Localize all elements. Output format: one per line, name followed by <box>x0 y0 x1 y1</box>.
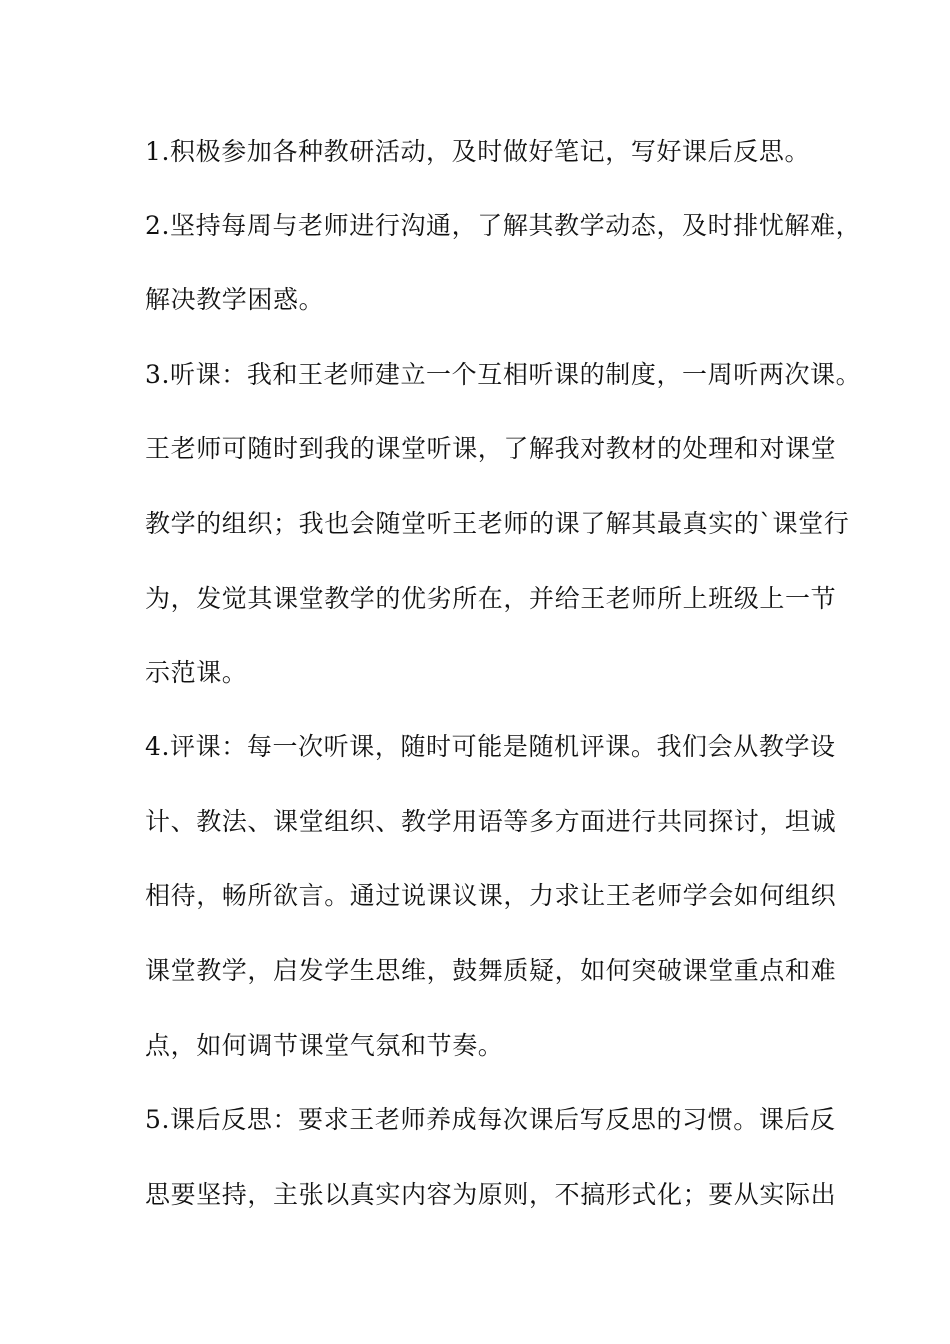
text-line: 王老师可随时到我的课堂听课，了解我对教材的处理和对课堂 <box>145 434 837 463</box>
text-line: 4.评课：每一次听课，随时可能是随机评课。我们会从教学设 <box>145 732 836 761</box>
text-line: 为，发觉其课堂教学的优劣所在，并给王老师所上班级上一节 <box>145 584 837 613</box>
text-line: 示范课。 <box>145 658 248 687</box>
text-line: 3.听课：我和王老师建立一个互相听课的制度，一周听两次课。 <box>145 360 862 389</box>
text-line: 1.积极参加各种教研活动，及时做好笔记，写好课后反思。 <box>145 137 811 166</box>
text-line: 思要坚持，主张以真实内容为原则，不搞形式化；要从实际出 <box>145 1180 837 1209</box>
text-line: 5.课后反思：要求王老师养成每次课后写反思的习惯。课后反 <box>145 1105 836 1134</box>
text-line: 相待，畅所欲言。通过说课议课，力求让王老师学会如何组织 <box>145 881 837 910</box>
text-line: 点，如何调节课堂气氛和节奏。 <box>145 1031 504 1060</box>
text-line: 解决教学困惑。 <box>145 285 325 314</box>
text-line: 计、教法、课堂组织、教学用语等多方面进行共同探讨，坦诚 <box>145 807 837 836</box>
text-line: 课堂教学，启发学生思维，鼓舞质疑，如何突破课堂重点和难 <box>145 956 837 985</box>
text-line: 2.坚持每周与老师进行沟通，了解其教学动态，及时排忧解难， <box>145 211 862 240</box>
text-line: 教学的组织；我也会随堂听王老师的课了解其最真实的`课堂行 <box>145 509 850 538</box>
